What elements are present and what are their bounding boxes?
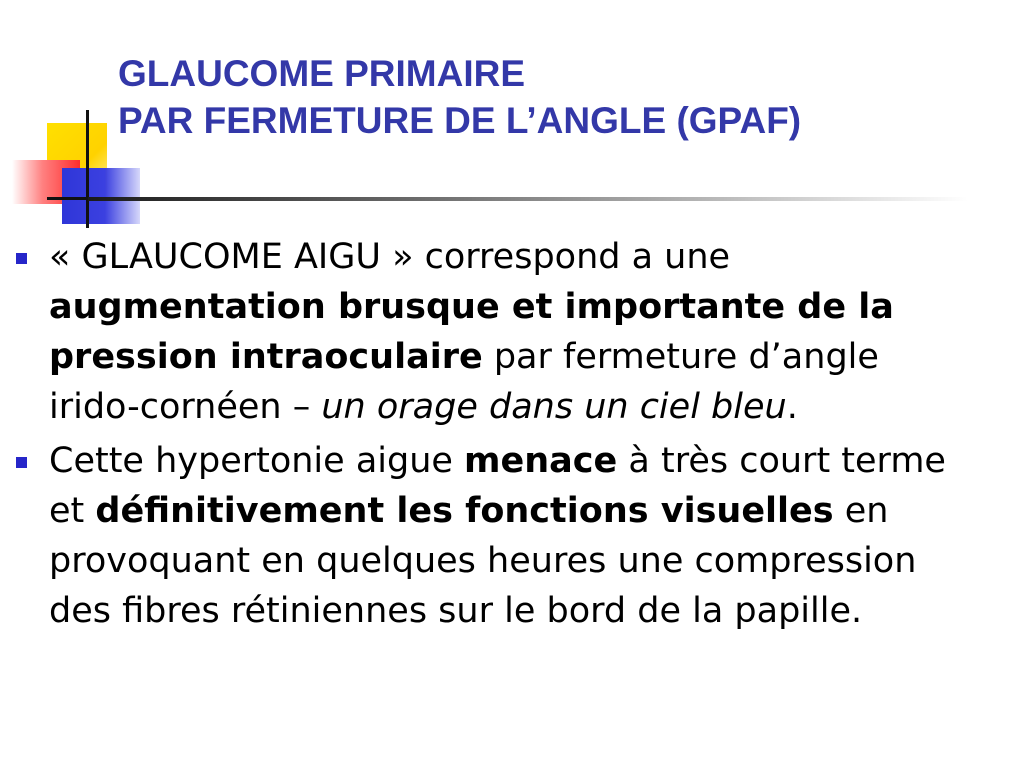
logo-vertical-line — [86, 110, 89, 228]
bullet-1-bold-1: augmentation brusque et importante de la pression intraoculaire — [49, 287, 894, 377]
bullet-1-italic-1: un orage dans un ciel bleu — [321, 387, 787, 427]
bullet-square-icon — [16, 253, 27, 264]
title-line-2: PAR FERMETURE DE L’ANGLE (GPAF) — [118, 100, 802, 141]
bullet-2-text-2: à très court terme et — [49, 441, 946, 531]
bullet-1-text-1: « GLAUCOME AIGU » correspond a une — [49, 237, 731, 277]
logo-blue-square — [62, 168, 140, 224]
title-divider — [88, 197, 968, 201]
bullet-square-icon — [16, 457, 27, 468]
bullet-2-bold-1: menace — [464, 441, 618, 481]
bullet-2-bold-2: définitivement les fonctions visuelles — [95, 491, 834, 531]
bullet-2-text-3: en provoquant en quelques heures une compression des fibres rétiniennes sur le bord de la papille. — [49, 491, 917, 631]
bullet-1-text-2: par fermeture d’angle irido-cornéen – — [49, 337, 879, 427]
bullet-2-text-1: Cette hypertonie aigue — [49, 441, 465, 481]
title-line-1: GLAUCOME PRIMAIRE — [118, 53, 525, 94]
bullet-list — [16, 232, 976, 640]
bullet-item-2 — [16, 436, 976, 636]
bullet-item-1 — [16, 232, 976, 432]
slide-title — [118, 50, 998, 144]
bullet-1-text-3: . — [786, 387, 798, 427]
